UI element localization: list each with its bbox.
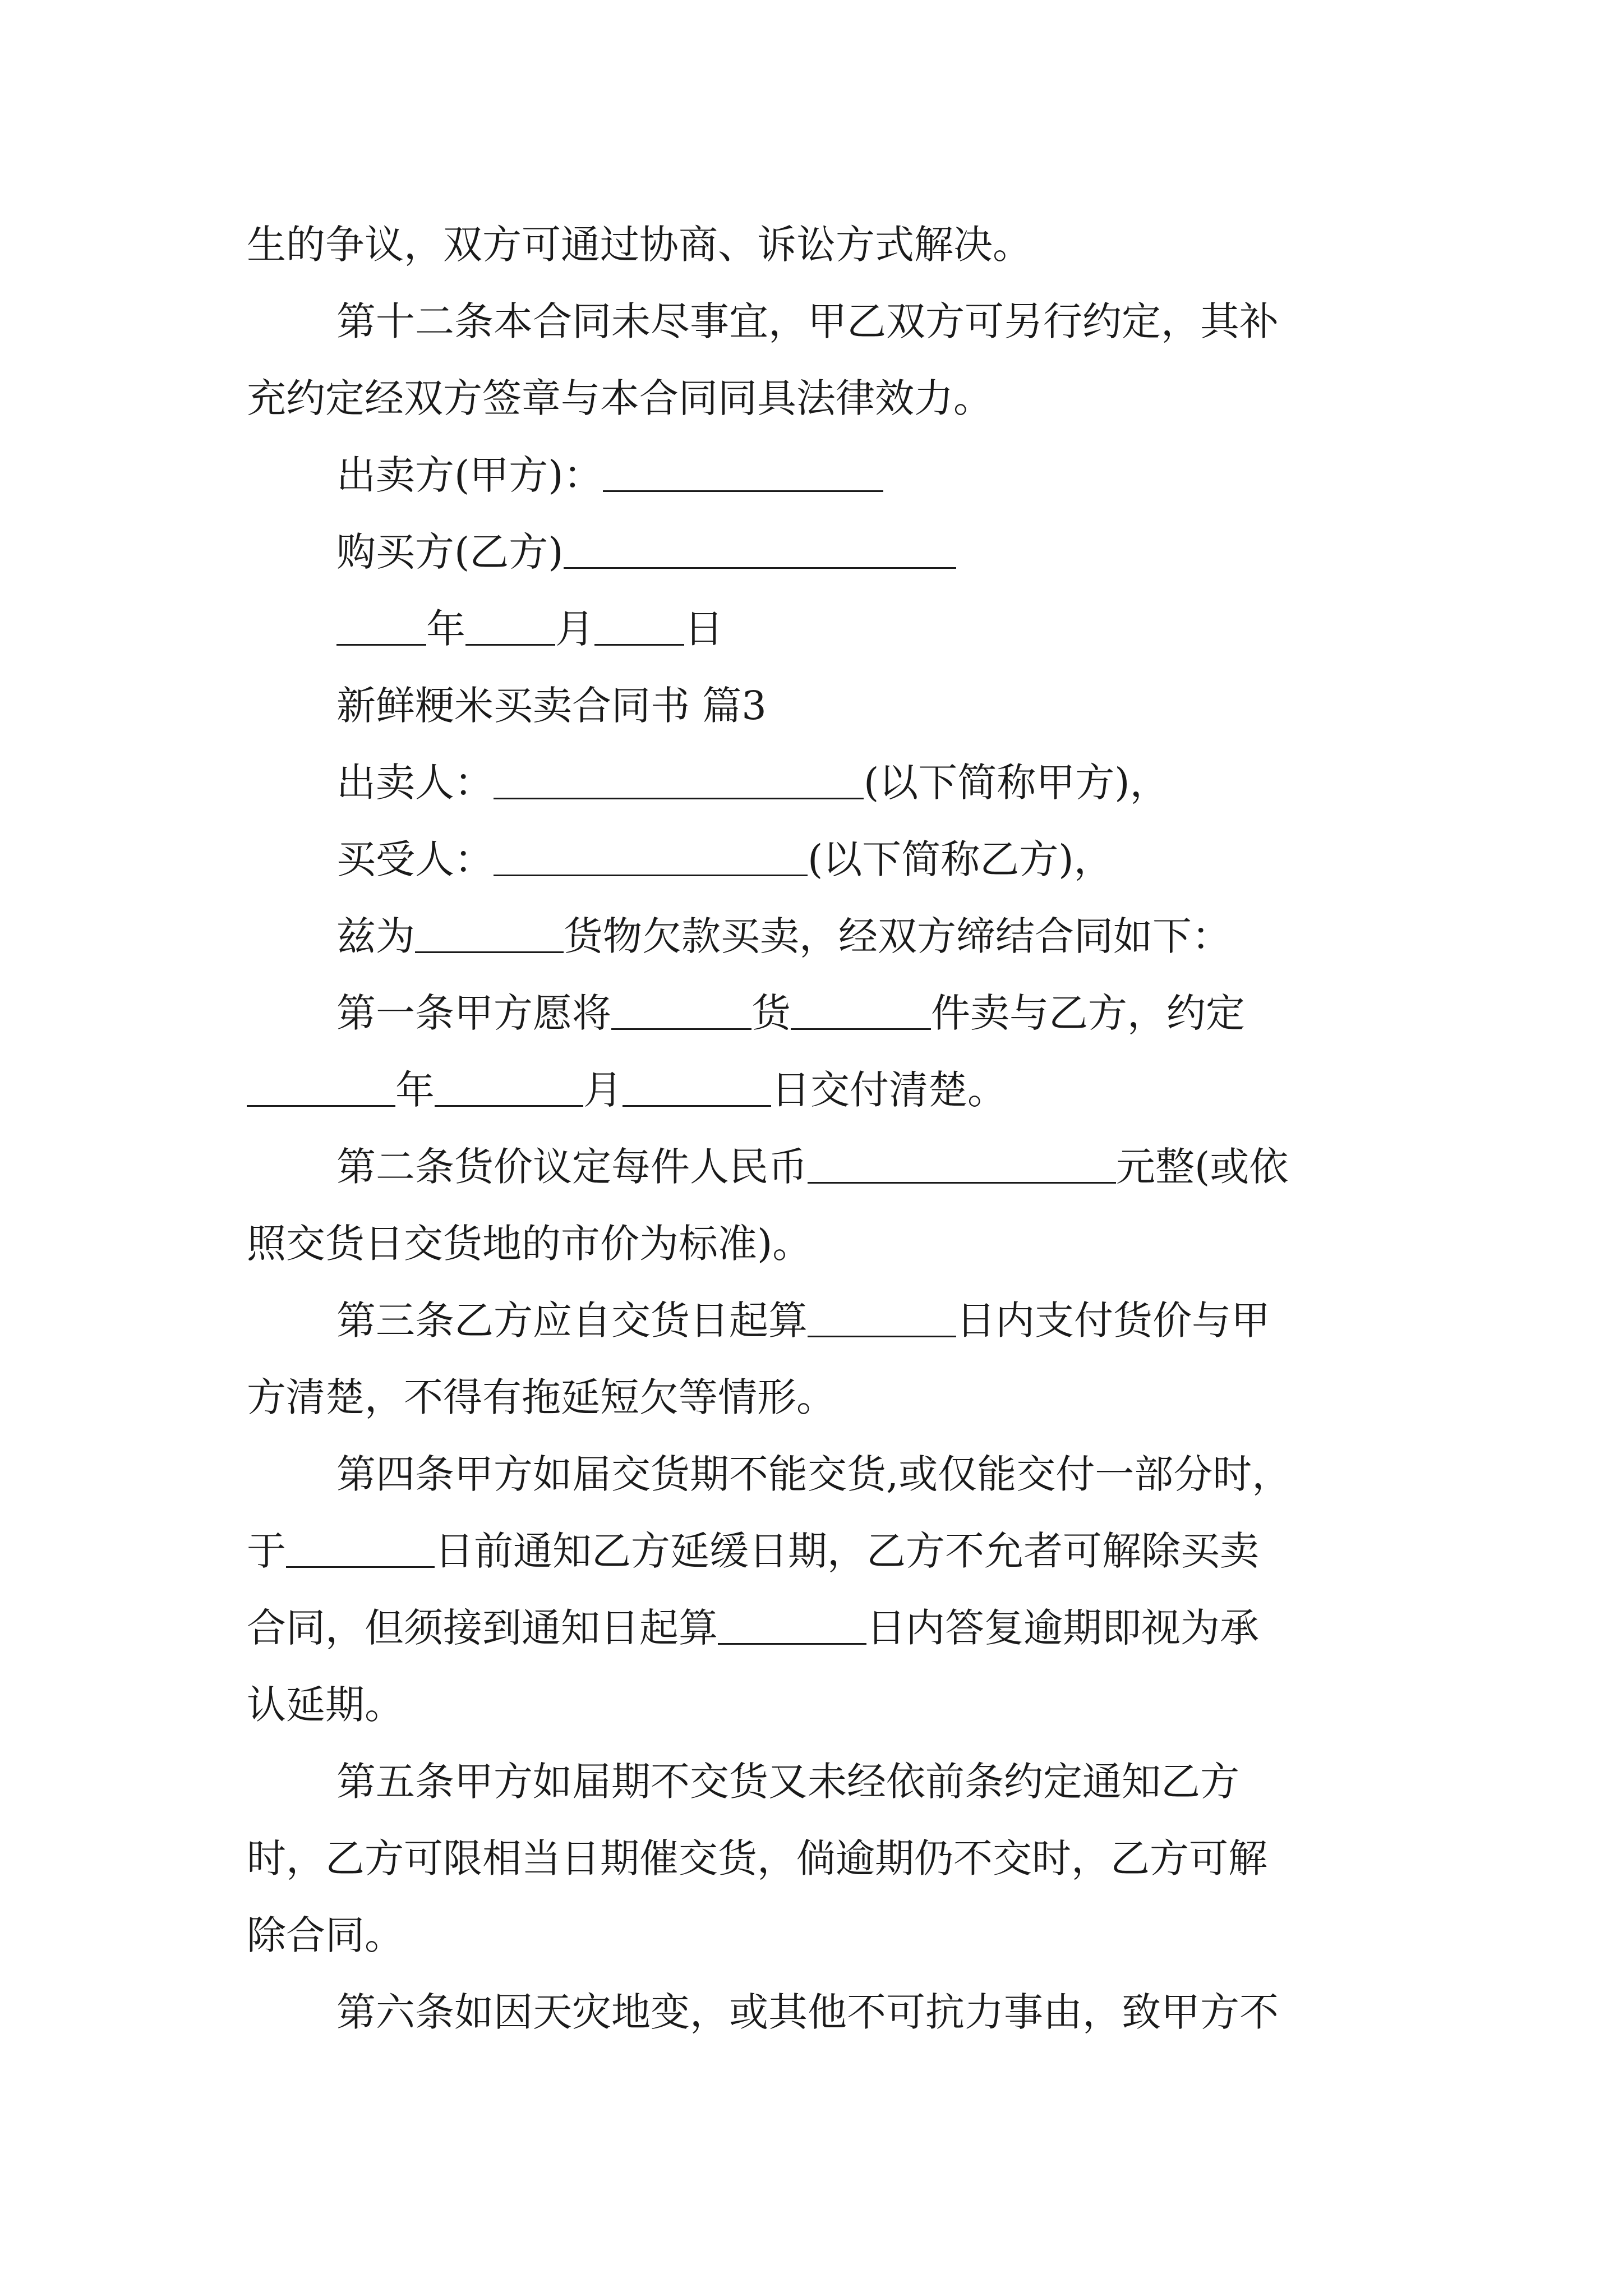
goods-blank[interactable] [415,917,564,953]
text-span: (以下简称甲方)， [864,760,1169,806]
section-title: 新鲜粳米买卖合同书 篇3 [336,683,767,729]
text-span: 第一条甲方愿将 [336,990,611,1036]
year-blank[interactable] [336,609,426,646]
day-label: 日 [684,606,723,652]
seller-line [247,744,1385,821]
text-line [247,1667,1385,1743]
reply-days-blank[interactable] [718,1608,866,1645]
text-span: 兹为 [336,913,415,959]
text-line [247,1820,1385,1897]
goods-name-blank[interactable] [611,993,751,1030]
text-line [247,1513,1385,1590]
delivery-day-blank[interactable] [623,1070,771,1107]
quantity-blank[interactable] [791,993,931,1030]
document-body [247,206,1385,2051]
text-span: 件卖与乙方，约定 [931,990,1245,1036]
text-line [247,360,1385,437]
seller-name-blank[interactable] [494,763,864,799]
seller-blank[interactable] [603,455,883,492]
notice-date-blank[interactable] [286,1531,435,1568]
text-span: 除合同。 [247,1912,404,1958]
article-3-line [247,1282,1385,1359]
text-span: 日交付清楚。 [771,1067,1007,1113]
text-span: 第六条如因天灾地变，或其他不可抗力事由，致甲方不 [336,1989,1279,2035]
text-span: 年 [395,1067,435,1113]
text-span: 照交货日交货地的市价为标准)。 [247,1221,812,1267]
text-span: 第三条乙方应自交货日起算 [336,1297,808,1343]
text-span: (以下简称乙方)， [808,836,1113,882]
text-line [247,1359,1385,1436]
text-span: 出卖人： [336,760,494,806]
text-span: 合同，但须接到通知日起算 [247,1605,718,1651]
text-span: 第二条货价议定每件人民币 [336,1144,808,1190]
text-span: 于 [247,1528,286,1574]
goods-line [247,898,1385,975]
delivery-month-blank[interactable] [435,1070,583,1107]
text-span: 第四条甲方如届交货期不能交货,或仅能交付一部分时， [336,1451,1292,1497]
text-span: 方清楚，不得有拖延短欠等情形。 [247,1374,836,1420]
text-span: 货物欠款买卖，经双方缔结合同如下： [564,913,1231,959]
date-line [247,591,1385,668]
text-line [247,1897,1385,1974]
article-2-line [247,1129,1385,1205]
text-line [247,1205,1385,1282]
text-span: 充约定经双方签章与本合同同具法律效力。 [247,375,993,421]
text-span: 日内支付货价与甲 [956,1297,1270,1343]
delivery-year-blank[interactable] [247,1070,395,1107]
article-1-line [247,975,1385,1052]
article-6-line [247,1974,1385,2051]
article-4-line [247,1436,1385,1513]
text-span: 月 [583,1067,623,1113]
text-span: 日内答复逾期即视为承 [866,1605,1259,1651]
article-1-date-line [247,1052,1385,1129]
seller-signature-line [247,437,1385,514]
month-label: 月 [555,606,594,652]
day-blank[interactable] [594,609,684,646]
article-5-line [247,1743,1385,1820]
text-span: 认延期。 [247,1682,404,1728]
year-label: 年 [426,606,465,652]
buyer-name-blank[interactable] [494,840,808,876]
text-span: 日前通知乙方延缓日期，乙方不允者可解除买卖 [435,1528,1259,1574]
section-heading [247,668,1385,744]
text-span: 元整(或依 [1116,1144,1289,1190]
payment-days-blank[interactable] [808,1301,956,1337]
text-span: 第五条甲方如届期不交货又未经依前条约定通知乙方 [336,1759,1239,1805]
month-blank[interactable] [465,609,555,646]
text-line [247,283,1385,360]
buyer-label: 购买方(乙方) [336,529,564,575]
text-span: 货 [751,990,791,1036]
text-span: 时，乙方可限相当日期催交货，倘逾期仍不交时，乙方可解 [247,1835,1267,1881]
buyer-blank[interactable] [564,532,956,569]
buyer-signature-line [247,514,1385,591]
text-span: 买受人： [336,836,494,882]
text-span: 生的争议，双方可通过协商、诉讼方式解决。 [247,222,1032,268]
price-blank[interactable] [808,1147,1116,1184]
buyer-line [247,821,1385,898]
text-line [247,1590,1385,1667]
seller-label: 出卖方(甲方)： [336,452,603,498]
text-line [247,206,1385,283]
text-span: 第十二条本合同未尽事宜，甲乙双方可另行约定，其补 [336,298,1279,344]
